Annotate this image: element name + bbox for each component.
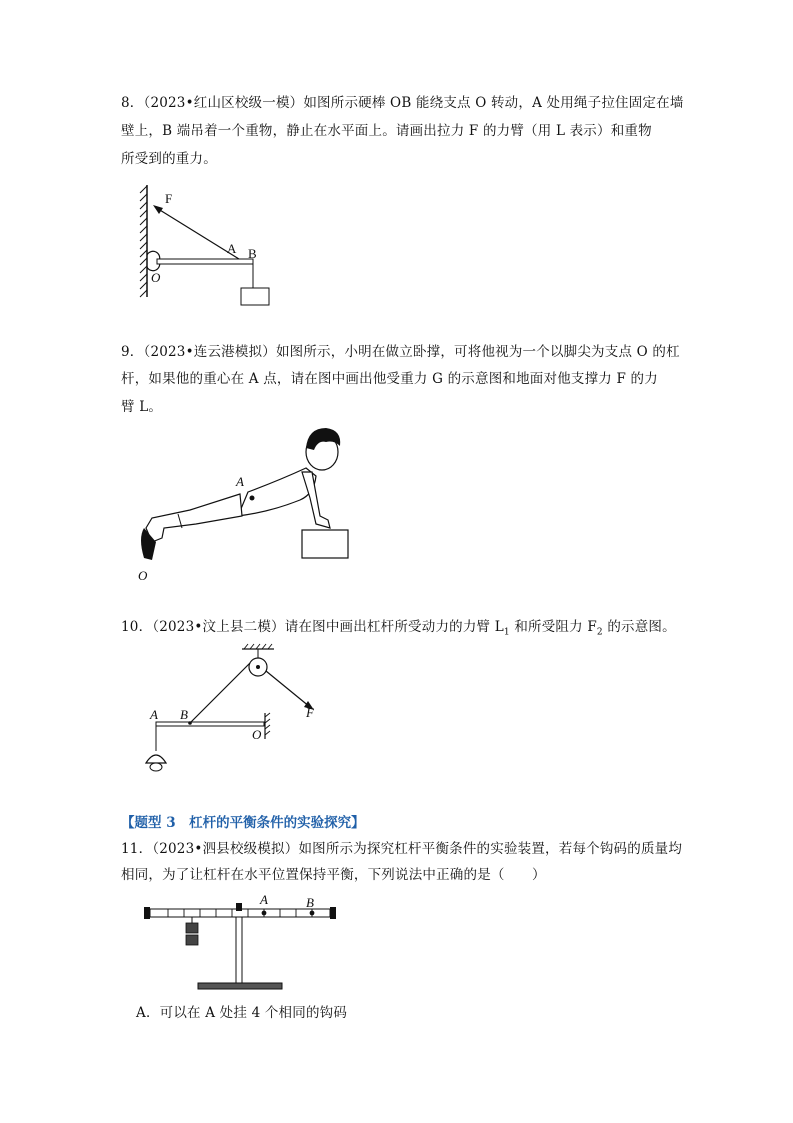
q10-text-post: 的示意图。: [602, 619, 676, 635]
label-b: B: [306, 895, 314, 910]
point-a: [250, 496, 255, 501]
q9-line-2: 杆，如果他的重心在 A 点，请在图中画出他受重力 G 的示意图和地面对他支撑力 F 的力: [121, 371, 658, 387]
q8-line-3: 所受到的重力。: [121, 151, 217, 167]
weight-box: [241, 288, 269, 305]
lamp-icon: [146, 755, 166, 763]
label-a: A: [236, 474, 244, 489]
label-b: B: [248, 246, 257, 261]
label-a: A: [150, 707, 158, 722]
label-a: A: [260, 892, 268, 907]
point-a: [262, 911, 267, 916]
rod-ob: [157, 259, 253, 264]
label-o: O: [138, 568, 148, 583]
rope-right: [266, 671, 310, 707]
q8-figure: [135, 185, 285, 310]
weight-1: [186, 923, 198, 933]
wall-hatching: [140, 186, 147, 297]
left-nut: [144, 907, 150, 919]
rope-left: [190, 663, 250, 723]
label-o: O: [151, 270, 161, 285]
q9-line-1: 9．（2023•连云港模拟）如图所示，小明在做立卧撑，可将他视为一个以脚尖为支点 O 的杠: [121, 344, 680, 360]
stand-post: [236, 917, 242, 983]
q8-line-2: 壁上，B 端吊着一个重物，静止在水平面上。请画出拉力 F 的力臂（用 L 表示）和重物: [121, 123, 652, 139]
q10-text-mid: 和所受阻力 F: [509, 619, 597, 635]
point-b: [310, 911, 315, 916]
legs: [146, 494, 242, 542]
section-heading: 【题型 3 杠杆的平衡条件的实验探究】: [121, 815, 365, 831]
label-f: F: [165, 191, 173, 206]
arm: [302, 472, 330, 528]
q11-line-2: 相同，为了让杠杆在水平位置保持平衡，下列说法中正确的是（ ）: [121, 867, 546, 883]
q10-sub-1: 1: [503, 627, 510, 638]
q11-figure: [140, 893, 340, 998]
label-b: B: [180, 707, 188, 722]
right-nut: [330, 907, 336, 919]
q9-figure: [130, 420, 360, 585]
q11-option-a: A．可以在 A 处挂 4 个相同的钩码: [136, 1005, 348, 1021]
q10-sub-2: 2: [596, 627, 603, 638]
force-f-arrowhead: [153, 205, 163, 214]
q10-text-pre: 10．（2023•汶上县二模）请在图中画出杠杆所受动力的力臂 L: [121, 619, 504, 635]
label-a: A: [227, 241, 237, 256]
q8-line-1: 8．（2023•红山区校级一模）如图所示硬棒 OB 能绕支点 O 转动，A 处用绳子拉住固定在墙: [121, 95, 684, 111]
weight-2: [186, 935, 198, 945]
label-o: O: [252, 727, 262, 742]
label-f: F: [306, 705, 314, 720]
q9-line-3: 臂 L。: [121, 399, 163, 415]
support-box: [302, 530, 348, 558]
stand-base: [198, 983, 282, 989]
lever-ao: [156, 722, 264, 726]
q10-line-1: [121, 618, 676, 642]
pivot-block: [236, 903, 242, 911]
q11-line-1: 11．（2023•泗县校级模拟）如图所示为探究杠杆平衡条件的实验装置，若每个钩码的质量均: [121, 841, 683, 857]
q10-figure: [138, 643, 338, 783]
